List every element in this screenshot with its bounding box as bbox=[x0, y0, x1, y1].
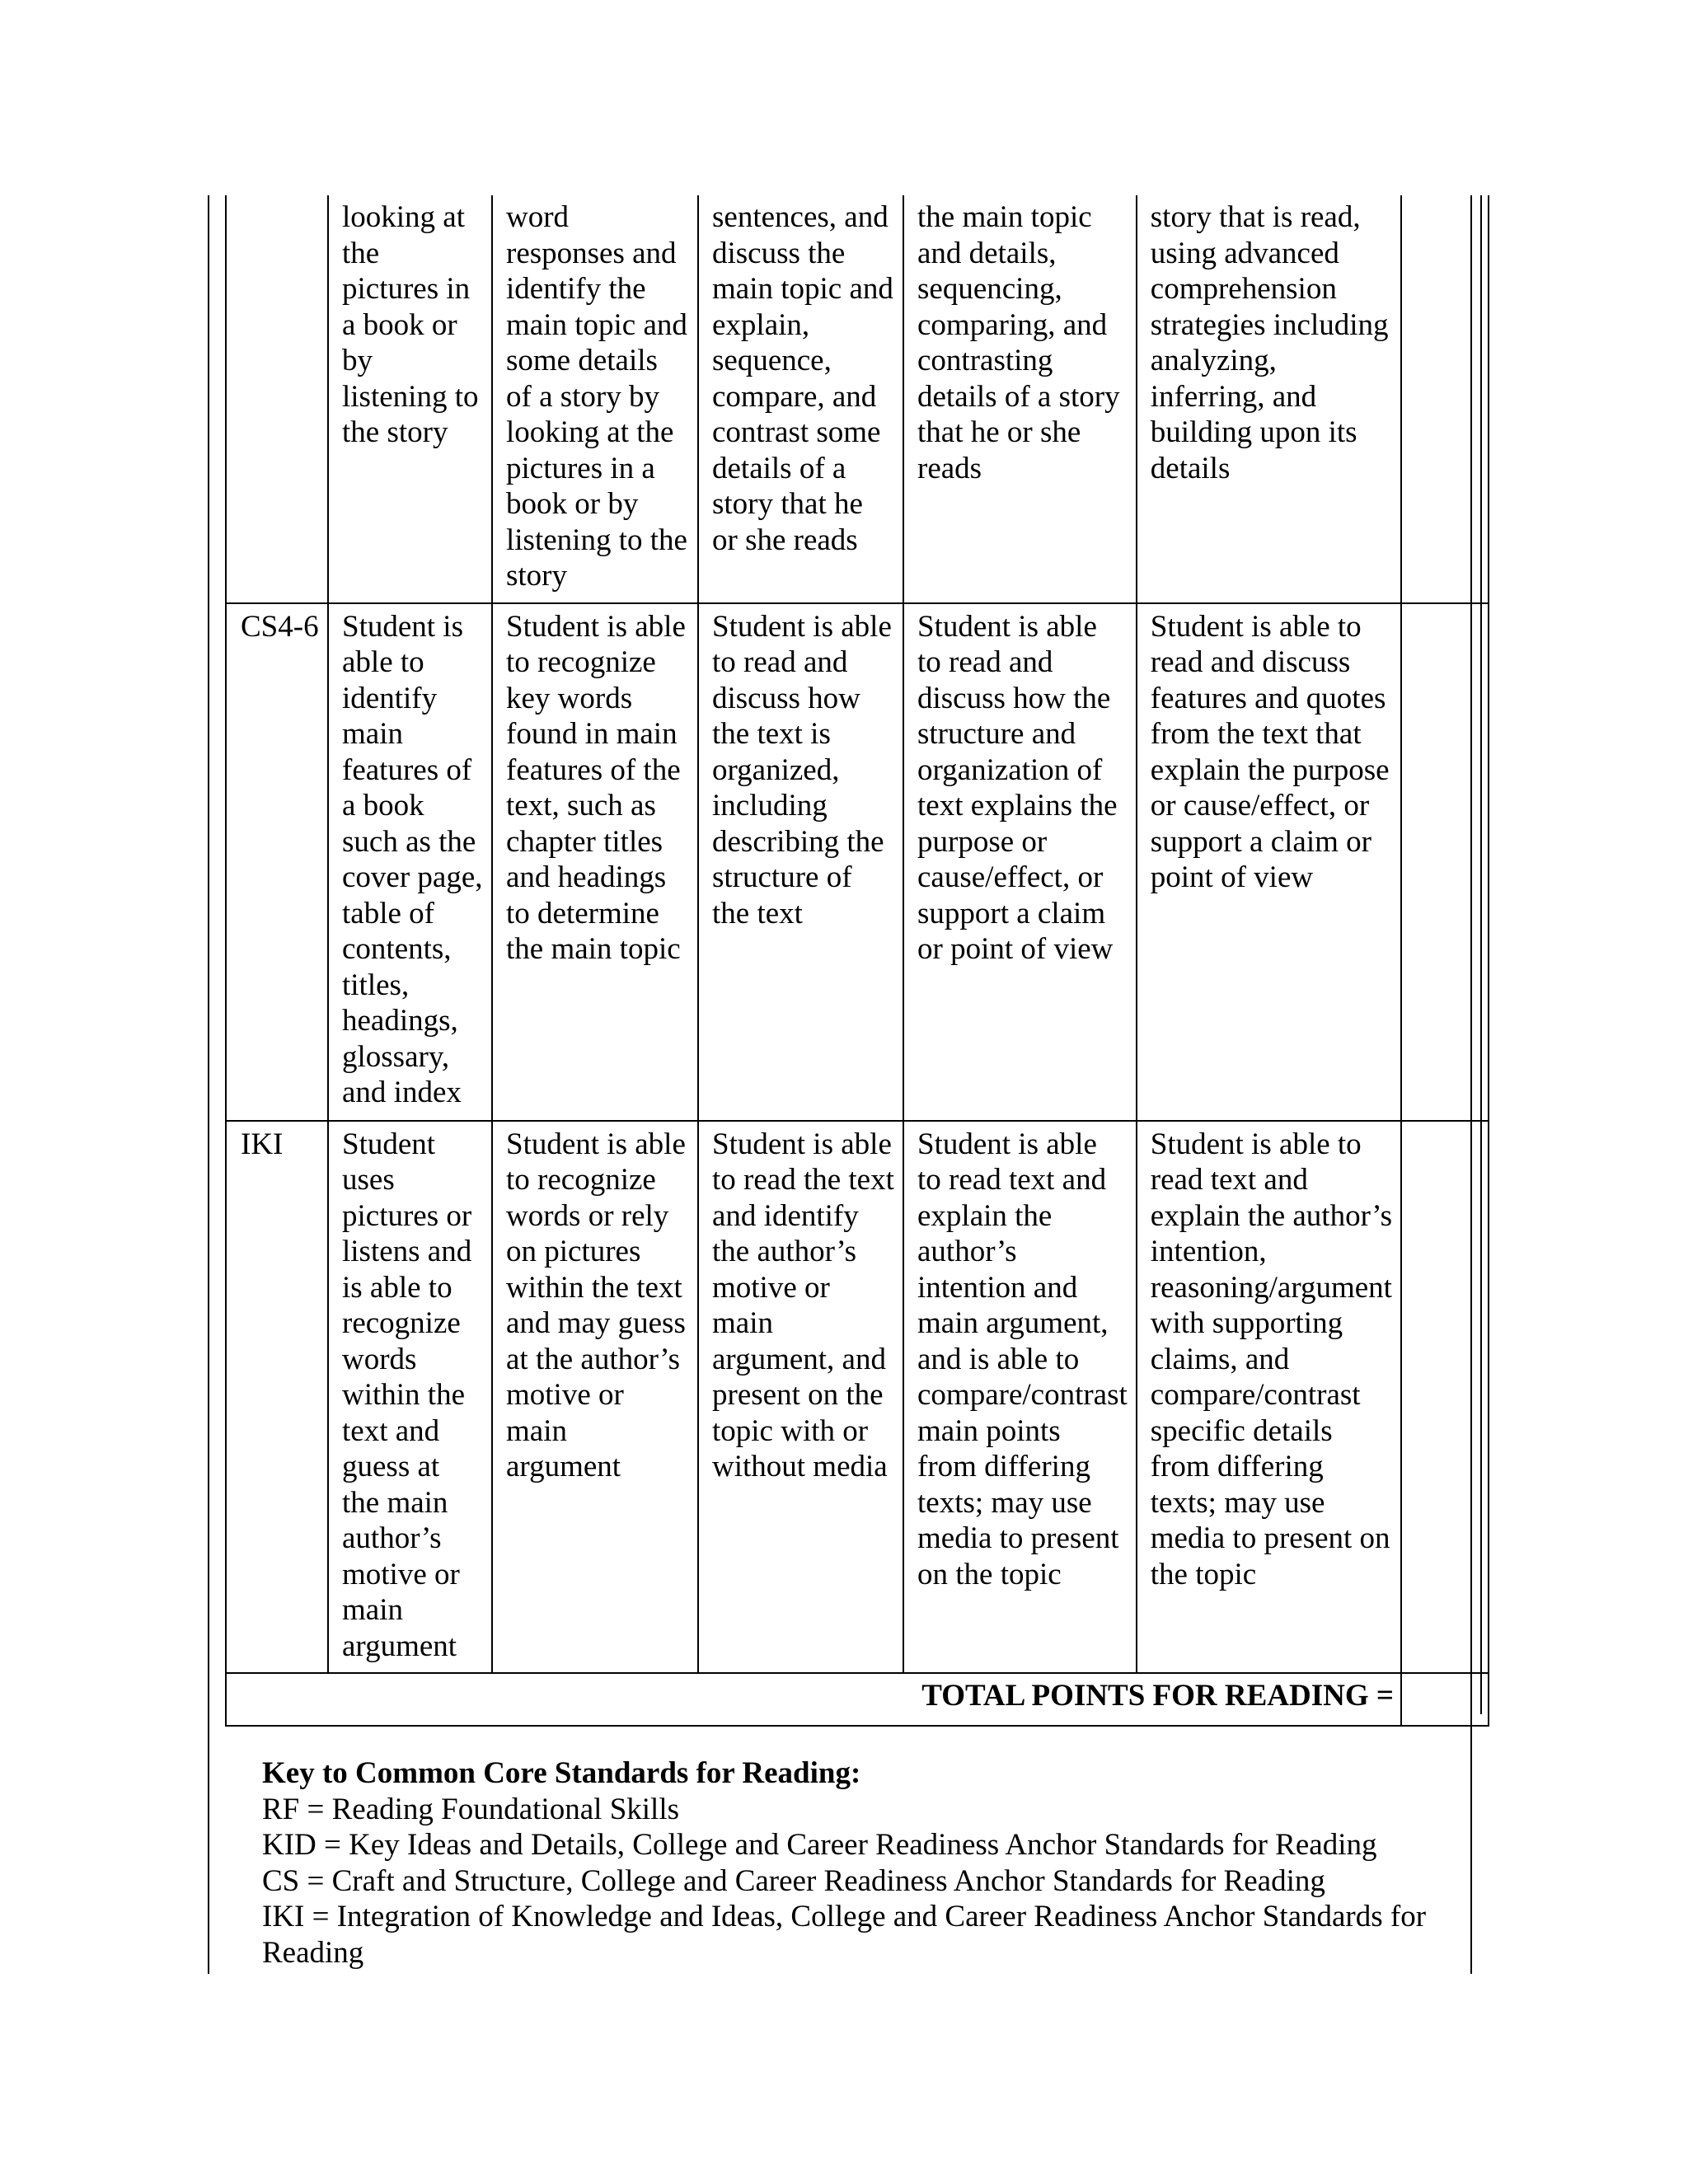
standard-label: IKI bbox=[226, 1121, 328, 1674]
key-line-kid: KID = Key Ideas and Details, College and Career Readiness Anchor Standards for Reading bbox=[262, 1828, 1377, 1862]
level-5-descriptor: Student is able to read text and explain the author’s intention, reasoning/argument with supporting claims, and compare/contrast specific details from differing texts; may use media to present on the topic bbox=[1137, 1121, 1401, 1674]
key-title: Key to Common Core Standards for Reading: bbox=[262, 1756, 861, 1790]
rubric-row-continued bbox=[226, 195, 1489, 603]
total-row bbox=[226, 1673, 1489, 1726]
rubric-row-iki bbox=[226, 1121, 1489, 1674]
level-4-descriptor: the main topic and details, sequencing, comparing, and contrasting details of a story that he or she reads bbox=[903, 195, 1137, 603]
level-2-descriptor: Student is able to recognize words or rely on pictures within the text and may guess at the author’s motive or main argument bbox=[492, 1121, 698, 1674]
score-cell bbox=[1401, 603, 1489, 1121]
reading-rubric-table bbox=[225, 195, 1489, 1727]
standards-key bbox=[262, 1755, 1449, 1971]
level-1-descriptor: looking at the pictures in a book or by listening to the story bbox=[328, 195, 492, 603]
total-points-label: TOTAL POINTS FOR READING = bbox=[226, 1673, 1401, 1726]
level-4-descriptor: Student is able to read text and explain the author’s intention and main argument, and is able to compare/contrast main points from differing texts; may use media to present on the topic bbox=[903, 1121, 1137, 1674]
total-points-value[interactable] bbox=[1401, 1673, 1489, 1726]
key-line-rf: RF = Reading Foundational Skills bbox=[262, 1792, 680, 1826]
frame-line-left bbox=[208, 195, 209, 1974]
table-right-double-line bbox=[1480, 195, 1482, 1714]
standard-label bbox=[226, 195, 328, 603]
score-cell bbox=[1401, 1121, 1489, 1674]
level-1-descriptor: Student uses pictures or listens and is able to recognize words within the text and guess at the main author’s motive or main argument bbox=[328, 1121, 492, 1674]
level-2-descriptor: word responses and identify the main topic and some details of a story by looking at the pictures in a book or by listening to the story bbox=[492, 195, 698, 603]
key-line-iki: IKI = Integration of Knowledge and Ideas, College and Career Readiness Anchor Standards for Reading bbox=[262, 1900, 1427, 1970]
level-3-descriptor: Student is able to read the text and identify the author’s motive or main argument, and present on the topic with or without media bbox=[698, 1121, 903, 1674]
level-1-descriptor: Student is able to identify main features of a book such as the cover page, table of contents, titles, headings, glossary, and index bbox=[328, 603, 492, 1121]
rubric-row-cs4-6 bbox=[226, 603, 1489, 1121]
level-3-descriptor: Student is able to read and discuss how the text is organized, including describing the structure of the text bbox=[698, 603, 903, 1121]
level-5-descriptor: Student is able to read and discuss features and quotes from the text that explain the purpose or cause/effect, or support a claim or point of view bbox=[1137, 603, 1401, 1121]
standard-label: CS4-6 bbox=[226, 603, 328, 1121]
level-4-descriptor: Student is able to read and discuss how the structure and organization of text explains the purpose or cause/effect, or support a claim or point of view bbox=[903, 603, 1137, 1121]
level-2-descriptor: Student is able to recognize key words found in main features of the text, such as chapter titles and headings to determine the main topic bbox=[492, 603, 698, 1121]
key-line-cs: CS = Craft and Structure, College and Career Readiness Anchor Standards for Reading bbox=[262, 1863, 1325, 1898]
level-5-descriptor: story that is read, using advanced comprehension strategies including analyzing, inferring, and building upon its details bbox=[1137, 195, 1401, 603]
level-3-descriptor: sentences, and discuss the main topic and explain, sequence, compare, and contrast some details of a story that he or she reads bbox=[698, 195, 903, 603]
score-cell bbox=[1401, 195, 1489, 603]
